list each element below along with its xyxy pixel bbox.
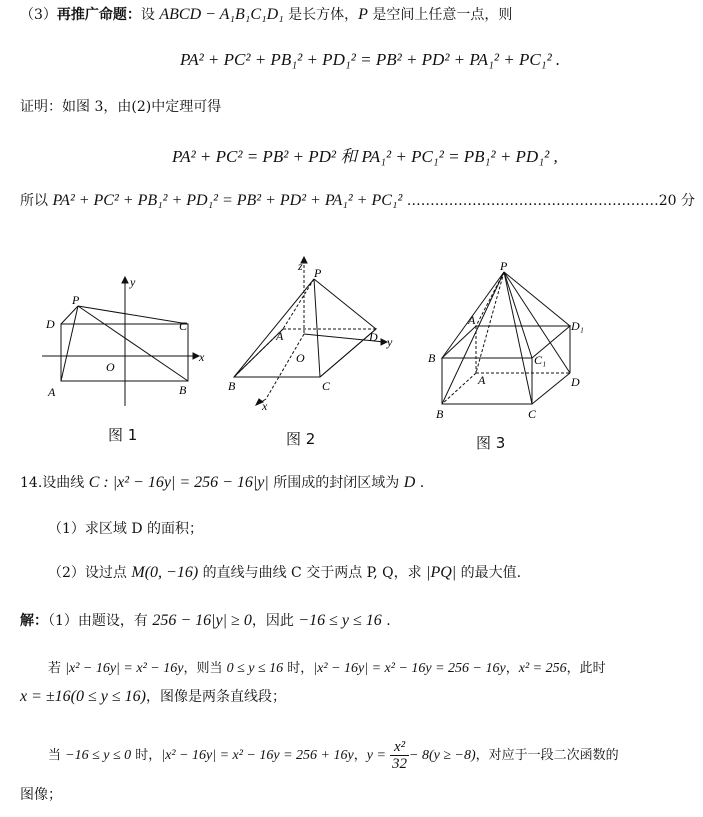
s2-eq3: x² = 256 [518, 661, 567, 676]
fig3-label-b1: B [428, 351, 436, 365]
fig2-label-a: A [276, 329, 284, 343]
s4-tail: − 8(y ≥ −8) [409, 748, 476, 763]
s3-eq: x = ±16(0 ≤ y ≤ 16) [20, 688, 146, 705]
q14-sub2-b: 的直线与曲线 C 交于两点 P, Q，求 [198, 565, 427, 581]
fig3-label-p: P [500, 259, 508, 273]
q14-sub2-a: （2）设过点 [48, 565, 132, 581]
fig1-label-a: A [48, 385, 56, 399]
fig3-label-c1: C₁ [534, 353, 547, 367]
s3-text: ，图像是两条直线段； [146, 689, 286, 705]
fig1-label-d: D [46, 317, 55, 331]
fig1-label-p: P [72, 293, 80, 307]
s1-b: ，因此 [251, 613, 299, 629]
figure-2-caption: 图 2 [286, 430, 316, 448]
s2-c: 时， [283, 661, 314, 676]
q14-point-m: M(0, −16) [131, 564, 199, 581]
s1-eq: 256 − 16|y| ≥ 0 [152, 612, 252, 629]
conclusion-equation: PA² + PC² + PB₁² + PD₁² = PB² + PD² + PA₁² + PC₁² [52, 192, 403, 209]
cuboid-name: ABCD − A₁B₁C₁D₁ [159, 6, 284, 23]
s1-range: −16 ≤ y ≤ 16 [298, 612, 382, 629]
q14-abs-pq: |PQ| [426, 564, 457, 581]
part3-label: （3） [20, 7, 57, 23]
part3-bold: 再推广命题： [56, 7, 141, 23]
q14-curve: C : |x² − 16y| = 256 − 16|y| [88, 474, 269, 491]
fig3-label-b: B [436, 407, 444, 421]
conclusion-dots: ………………………………………………20 分 [402, 193, 695, 209]
conclusion-prefix: 所以 [20, 193, 53, 209]
fig3-label-c: C [528, 407, 537, 421]
fig2-label-y: y [387, 335, 393, 349]
figure-3 [424, 258, 594, 426]
proof-line: 证明：如图 3，由(2)中定理可得 [20, 99, 222, 115]
part3-line [20, 6, 703, 24]
s2-eq: |x² − 16y| = x² − 16y [65, 661, 184, 676]
fig3-label-d1: D₁ [571, 319, 584, 333]
q14-sub2 [48, 564, 703, 582]
fig1-label-x: x [199, 350, 205, 364]
fig1-label-y: y [130, 275, 136, 289]
q14-region: D [403, 474, 416, 491]
solution-line-4 [48, 738, 703, 774]
part3-text-b: 是长方体， [283, 7, 359, 23]
s4-fraction [390, 739, 409, 772]
q14-sub2-c: 的最大值. [456, 565, 522, 581]
fig1-label-o: O [106, 360, 115, 374]
solution-line-3 [20, 688, 703, 706]
figure-3-caption: 图 3 [476, 434, 506, 452]
s2-a: 若 [48, 661, 66, 676]
s2-range: 0 ≤ y ≤ 16 [226, 661, 284, 676]
s4-d: ，对应于一段二次函数的 [475, 748, 619, 763]
equation-2: PA² + PC² = PB² + PD² 和 PA₁² + PC₁² = PB₁² + PD₁² , [172, 147, 558, 166]
fig2-label-x: x [262, 399, 268, 413]
s1-a: （1）由题设，有 [48, 613, 153, 629]
point-p: P [358, 6, 368, 23]
fig1-label-b: B [179, 383, 187, 397]
fig3-label-a1: A [468, 313, 476, 327]
q14-sub1: （1）求区域 D 的面积； [48, 521, 204, 537]
fig2-label-d: D [369, 330, 378, 344]
figure-1 [36, 268, 216, 413]
fig2-label-c: C [322, 379, 331, 393]
s4-eq: |x² − 16y| = x² − 16y = 256 + 16y [161, 748, 354, 763]
solution-line-5: 图像； [20, 787, 62, 803]
s4-fraction-numerator: x² [390, 739, 409, 756]
q14-stem-b: 所围成的封闭区域为 [268, 475, 404, 491]
s2-d: ， [505, 661, 519, 676]
q14-stem-c: . [415, 475, 425, 491]
s4-c: ， [353, 748, 367, 763]
solution-line-1 [20, 612, 703, 630]
s2-e: ，此时 [566, 661, 606, 676]
solution-label: 解： [20, 613, 48, 629]
s4-y: y = [366, 748, 386, 763]
s1-c: . [381, 613, 391, 629]
fig2-label-b: B [228, 379, 236, 393]
q14-stem-a: 14.设曲线 [20, 475, 89, 491]
figure-2 [226, 254, 406, 414]
s2-eq2: |x² − 16y| = x² − 16y = 256 − 16y [313, 661, 506, 676]
q14-stem [20, 474, 703, 492]
s4-a: 当 [48, 748, 66, 763]
fig1-label-c: C [179, 319, 188, 333]
solution-line-2 [48, 660, 703, 678]
conclusion-line [20, 192, 703, 210]
equation-1: PA² + PC² + PB₁² + PD₁² = PB² + PD² + PA₁² + PC₁² . [180, 50, 561, 69]
s4-range: −16 ≤ y ≤ 0 [65, 748, 132, 763]
fig3-label-d: D [571, 375, 580, 389]
fig2-label-o: O [296, 351, 305, 365]
figure-1-caption: 图 1 [108, 426, 138, 444]
fig2-label-z: z [298, 259, 303, 273]
fig3-label-a: A [478, 373, 486, 387]
s4-b: 时， [131, 748, 162, 763]
fig2-label-p: P [314, 266, 322, 280]
part3-text-c: 是空间上任意一点，则 [367, 7, 513, 23]
part3-text-a: 设 [140, 7, 160, 23]
s4-fraction-denominator: 32 [392, 756, 408, 772]
s2-b: ，则当 [183, 661, 227, 676]
